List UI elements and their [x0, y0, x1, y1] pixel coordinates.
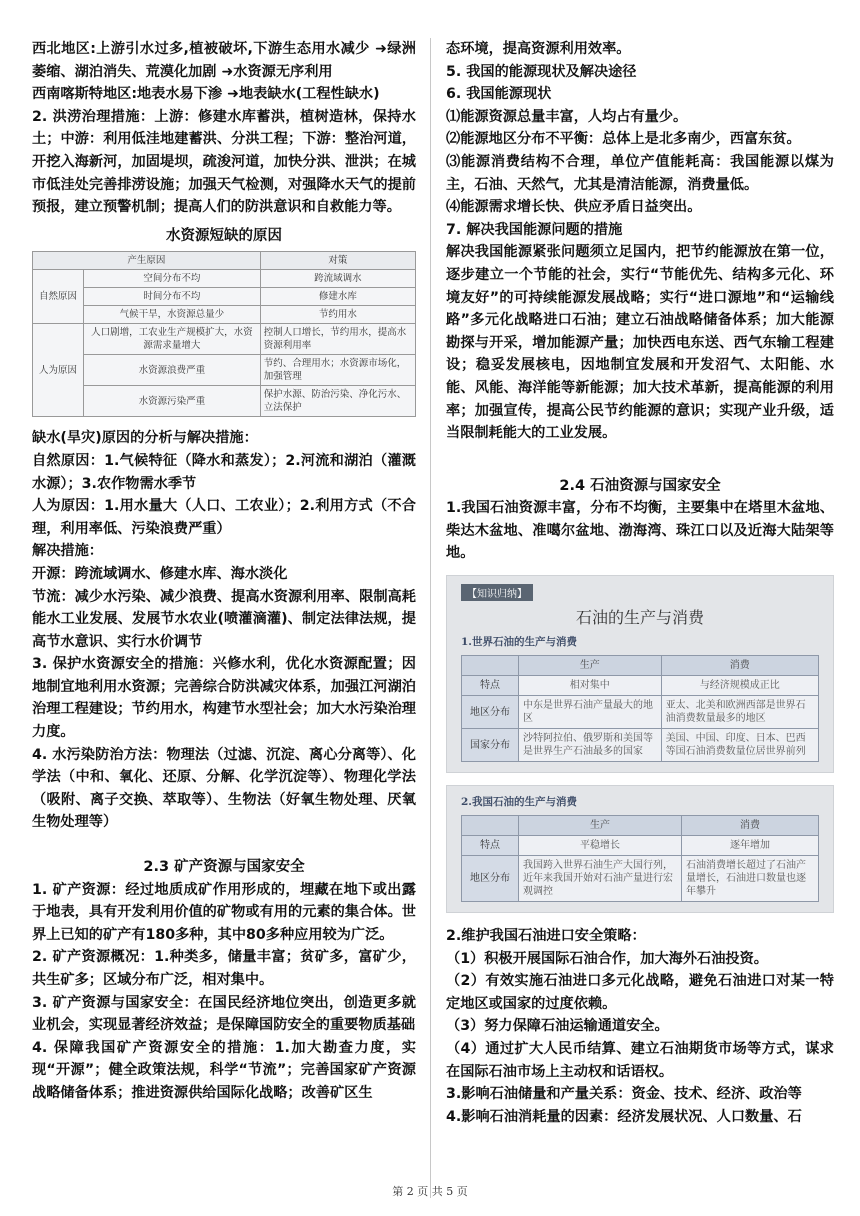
text-kaiyuan: 开源：跨流域调水、修建水库、海水淡化 [32, 565, 288, 582]
china-oil-table [461, 815, 819, 902]
table-cell: 石油消费增长超过了石油产量增长，石油进口数量也逐年攀升 [681, 856, 818, 902]
table-cell: 保护水源、防治污染、净化污水、立法保护 [260, 386, 415, 417]
table-cell: 与经济规模成正比 [661, 676, 818, 696]
row-header: 地区分布 [462, 856, 519, 902]
text-pollution-methods: 4. 水污染防治方法：物理法（过滤、沉淀、离心分离等）、化学法（中和、氧化、还原、分解、化学沉淀等）、物理化学法（吸附、离子交换、萃取等）、生物法（好氧生物处理、厌氧生物处理等） [32, 746, 416, 831]
text-mineral-4: 4. 保障我国矿产资源安全的措施：1.加大勘查力度，实现“开源”；健全政策法规，科学“节流”；完善国家矿产资源战略储备体系；推进资源供给国际化战略；改善矿区生 [32, 1039, 416, 1101]
table-cell: 我国跨入世界石油生产大国行列，近年来我国开始对石油产量进行宏观调控 [519, 856, 682, 902]
text-energy-heading-5: 5. 我国的能源现状及解决途径 [446, 63, 637, 80]
row-header: 国家分布 [462, 729, 519, 762]
right-column [446, 38, 834, 1128]
text-oil-reserve-factors: 3.影响石油储量和产量关系：资金、技术、经济、政治等 [446, 1086, 802, 1103]
text-southwest: 西南喀斯特地区:地表水易下渗 ➜地表缺水(工程性缺水) [32, 86, 380, 103]
text-drought-heading: 缺水(旱灾)原因的分析与解决措施： [32, 430, 258, 447]
table-cell: 气候干旱，水资源总量少 [84, 306, 261, 324]
text-energy-2: ⑵能源地区分布不平衡：总体上是北多南少，西富东贫。 [446, 131, 801, 148]
text-flood-measures: 2. 洪涝治理措施：上游：修建水库蓄洪，植树造林，保持水土；中游：利用低洼地建蓄洪、分洪工程；下游：整治河道，开挖入海新河，加固堤坝，疏浚河道，加快分洪、泄洪；在城市低洼处完善排涝设施；加强天气检测，对强降水天气的提前预报，建立预警机制；提高人们的防洪意识和自救能力等。 [32, 108, 416, 216]
panel-title: 石油的生产与消费 [575, 608, 704, 628]
table-title: 水资源短缺的原因 [166, 227, 282, 244]
text-water-security: 3. 保护水资源安全的措施：兴修水利，优化水资源配置；因地制宜地利用水资源；完善综合防洪减灾体系，加强江河湖泊治理工程建设；节约用水，构建节水型社会；加大水污染治理力度。 [32, 656, 416, 741]
text-energy-3: ⑶能源消费结构不合理，单位产值能耗高：我国能源以煤为主，石油、天然气，尤其是清洁能源，消费量低。 [446, 153, 834, 193]
table-cell: 修建水库 [260, 288, 415, 306]
table-cell: 人口剧增，工农业生产规模扩大，水资源需求量增大 [84, 324, 261, 355]
table-cell: 美国、中国、印度、日本、巴西等国石油消费数量位居世界前列 [661, 729, 818, 762]
section-title-oil: 2.4 石油资源与国家安全 [559, 477, 721, 494]
column-divider [430, 38, 431, 1198]
text-mineral-3: 3. 矿产资源与国家安全：在国民经济地位突出，创造更多就业机会，实现显著经济效益；是保障国防安全的重要物质基础 [32, 994, 416, 1034]
text-oil-strategy-1: （1）积极开展国际石油合作，加大海外石油投资。 [446, 950, 768, 967]
panel-subtitle: 2.我国石油的生产与消费 [461, 796, 577, 809]
table-cell: 相对集中 [519, 676, 662, 696]
table-cell: 中东是世界石油产量最大的地区 [519, 696, 662, 729]
table-cell: 亚太、北美和欧洲西部是世界石油消费数量最多的地区 [661, 696, 818, 729]
table-cell: 节约、合理用水；水资源市场化，加强管理 [260, 355, 415, 386]
text-eco-continued: 态环境，提高资源利用效率。 [446, 41, 631, 57]
text-oil-strategy-4: （4）通过扩大人民币结算、建立石油期货市场等方式，谋求在国际石油市场上主动权和话语权。 [446, 1041, 834, 1080]
panel-tag: 【知识归纳】 [461, 584, 533, 601]
table-cell: 时间分布不均 [84, 288, 261, 306]
text-oil-intro: 1.我国石油资源丰富，分布不均衡，主要集中在塔里木盆地、柴达木盆地、准噶尔盆地、渤海湾、珠江口以及近海大陆架等地。 [446, 500, 834, 562]
text-solutions-heading: 解决措施： [32, 543, 103, 560]
page-footer: 第 2 页 共 5 页 [392, 1185, 468, 1198]
table-cell: 节约用水 [260, 306, 415, 324]
text-oil-strategy-3: （3）努力保障石油运输通道安全。 [446, 1018, 669, 1035]
text-energy-heading-7: 7. 解决我国能源问题的措施 [446, 221, 623, 238]
oil-panel-world [446, 575, 834, 773]
text-northwest: 西北地区:上游引水过多,植被破坏,下游生态用水减少 ➜绿洲萎缩、湖泊消失、荒漠化加剧 ➜水资源无序利用 [32, 41, 416, 80]
table-header-countermeasure: 对策 [260, 252, 415, 270]
table-cell: 空间分布不均 [84, 270, 261, 288]
text-mineral-2: 2. 矿产资源概况：1.种类多，储量丰富；贫矿多，富矿少，共生矿多；区域分布广泛，相对集中。 [32, 949, 416, 988]
text-oil-consumption-factors: 4.影响石油消耗量的因素：经济发展状况、人口数量、石 [446, 1108, 802, 1125]
table-header: 消费 [681, 816, 818, 836]
text-mineral-1: 1. 矿产资源：经过地质成矿作用形成的，埋藏在地下或出露于地表，具有开发利用价值的矿物或有用的元素的集合体。世界上已知的矿产有180多种，其中80多种应用较为广泛。 [32, 881, 416, 943]
text-human-causes: 人为原因：1.用水量大（人口、工农业）；2.利用方式（不合理，利用率低、污染浪费严重） [32, 498, 416, 537]
text-oil-strategy-heading: 2.维护我国石油进口安全策略： [446, 928, 646, 945]
table-cell: 逐年增加 [681, 836, 818, 856]
natural-cause-label: 自然原因 [33, 270, 84, 324]
table-header [462, 656, 519, 676]
table-cell: 水资源浪费严重 [84, 355, 261, 386]
table-cell: 控制人口增长，节约用水，提高水资源利用率 [260, 324, 415, 355]
table-header: 生产 [519, 656, 662, 676]
world-oil-table [461, 655, 819, 762]
text-oil-strategy-2: （2）有效实施石油进口多元化战略，避免石油进口对某一特定地区或国家的过度依赖。 [446, 973, 834, 1012]
table-header: 消费 [661, 656, 818, 676]
table-cell: 沙特阿拉伯、俄罗斯和美国等是世界生产石油最多的国家 [519, 729, 662, 762]
text-jieliu: 节流：减少水污染、减少浪费、提高水资源利用率、限制高耗能水工业发展、发展节水农业(喷灌滴灌)、制定法律法规，提高节水意识、实行水价调节 [32, 588, 416, 650]
panel-subtitle: 1.世界石油的生产与消费 [461, 636, 577, 649]
table-header [462, 816, 519, 836]
left-column [32, 38, 416, 1105]
human-cause-label: 人为原因 [33, 324, 84, 417]
row-header: 特点 [462, 676, 519, 696]
row-header: 地区分布 [462, 696, 519, 729]
text-energy-heading-6: 6. 我国能源现状 [446, 86, 552, 103]
text-energy-4: ⑷能源需求增长快、供应矛盾日益突出。 [446, 199, 702, 216]
water-shortage-table [32, 251, 416, 417]
text-natural-causes: 自然原因：1.气候特征（降水和蒸发）；2.河流和湖泊（灌溉水源）；3.农作物需水季节 [32, 452, 416, 492]
table-cell: 平稳增长 [519, 836, 682, 856]
table-cell: 跨流域调水 [260, 270, 415, 288]
text-energy-1: ⑴能源资源总量丰富，人均占有量少。 [446, 108, 688, 125]
row-header: 特点 [462, 836, 519, 856]
table-cell: 水资源污染严重 [84, 386, 261, 417]
text-energy-measures: 解决我国能源紧张问题须立足国内，把节约能源放在第一位，逐步建立一个节能的社会，实行“节能优先、结构多元化、环境友好”的可持续能源发展战略；实行“进口源地”和“运输线路”多元化战略进口石油；建立石油战略储备体系；加大能源勘探与开采，增加能源产量；加快西电东送、西气东输工程建设；稳妥发展核电，因地制宜发展和开发沼气、太阳能、水能、风能、海洋能等新能源；加大技术革新，提高能源的利用率；加强宣传，提高公民节约能源的意识；实现产业升级，适当限制耗能大的工业发展。 [446, 244, 834, 442]
section-title-minerals: 2.3 矿产资源与国家安全 [143, 859, 305, 876]
table-header-cause: 产生原因 [33, 252, 261, 270]
table-header: 生产 [519, 816, 682, 836]
oil-panel-china [446, 785, 834, 913]
